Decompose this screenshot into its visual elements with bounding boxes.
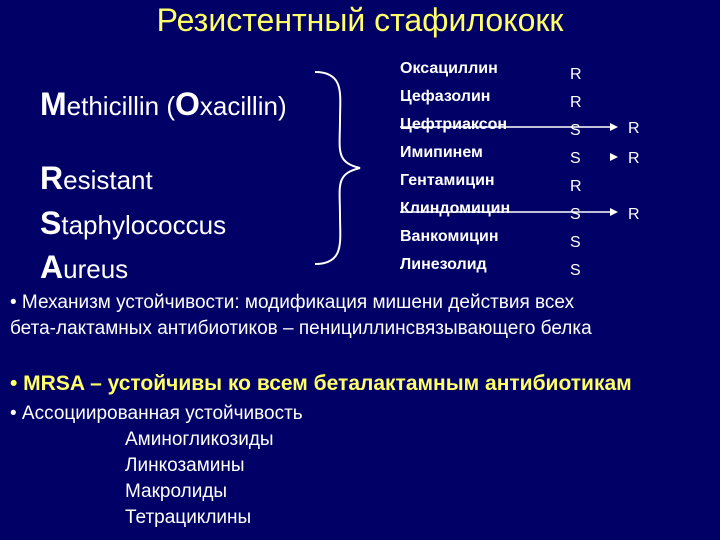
result2-ceftriaxone: R: [628, 120, 640, 137]
result-ceftriaxone: S: [570, 122, 581, 139]
slide-title: Резистентный стафилококк: [156, 2, 564, 38]
bullet-mechanism-line1: • Механизм устойчивости: модификация мишени действия всех: [10, 292, 575, 313]
associated-item-lincosamides: Линкозамины: [125, 455, 245, 476]
bullet-mrsa-statement: • MRSA – устойчивы ко всем беталактамным антибиотикам: [10, 372, 632, 395]
bullet-mechanism-line2: бета-лактамных антибиотиков – пенициллинсвязывающего белка: [10, 318, 592, 339]
drug-imipenem: Имипинем: [400, 144, 483, 161]
drug-vancomycin: Ванкомицин: [400, 228, 499, 245]
result-oxacillin: R: [570, 66, 582, 83]
mrsa-line-staphylococcus: Staphylococcus: [40, 205, 227, 241]
associated-item-tetracyclines: Тетрациклины: [125, 507, 252, 528]
result-linezolid: S: [570, 262, 581, 279]
result-cefazolin: R: [570, 94, 582, 111]
arrow-imipenem: [610, 153, 618, 161]
mrsa-line-resistant: Resistant: [40, 160, 153, 196]
mrsa-line-methicillin: Methicillin (Oxacillin): [40, 86, 287, 122]
result-clindamycin: S: [570, 206, 581, 223]
drug-oxacillin: Оксациллин: [400, 60, 498, 77]
mrsa-line-aureus: Aureus: [40, 249, 129, 285]
associated-item-aminoglycosides: Аминогликозиды: [125, 429, 274, 450]
bullet-associated-resistance: • Ассоциированная устойчивость: [10, 403, 303, 424]
result2-imipenem: R: [628, 150, 640, 167]
drug-linezolid: Линезолид: [400, 256, 487, 273]
drug-cefazolin: Цефазолин: [400, 88, 491, 105]
result-gentamicin: R: [570, 178, 582, 195]
drug-ceftriaxone: Цефтриаксон: [400, 116, 508, 133]
result-vancomycin: S: [570, 234, 581, 251]
drug-gentamicin: Гентамицин: [400, 172, 495, 189]
curly-brace: [315, 72, 360, 264]
drug-clindamycin: Клиндомицин: [400, 200, 511, 217]
associated-item-macrolides: Макролиды: [125, 481, 228, 502]
result2-clindamycin: R: [628, 206, 640, 223]
result-imipenem: S: [570, 150, 581, 167]
